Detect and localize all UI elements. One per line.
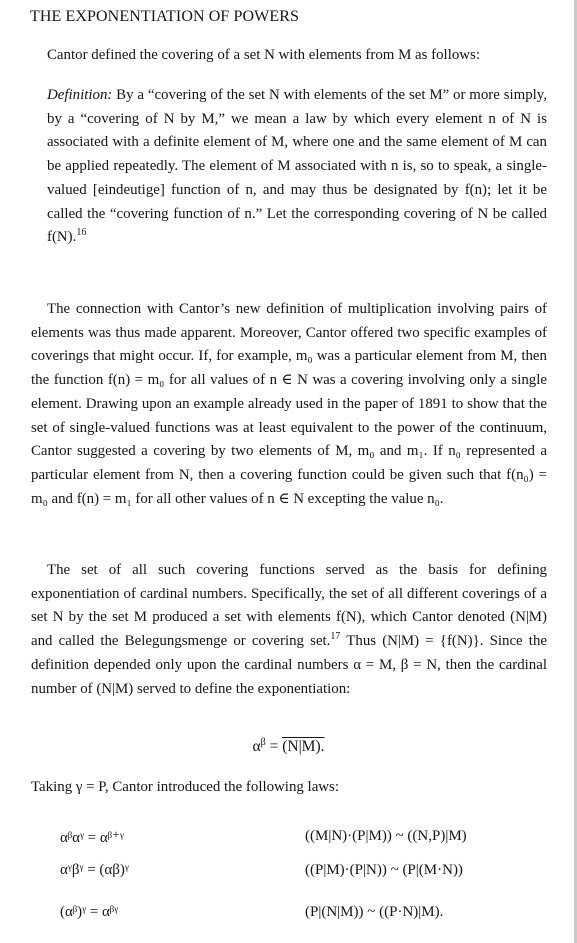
definition-label: Definition: (47, 87, 113, 103)
intro-paragraph: Cantor defined the covering of a set N with elements from M as follows: (47, 47, 480, 63)
footnote-16: 16 (76, 227, 87, 239)
law-2-proof: ((P|M)·(P|N)) ~ (P|(M·N)) (305, 862, 463, 878)
equation-base: α (252, 738, 261, 755)
law-3-proof: (P|(N|M)) ~ ((P·N)|M). (305, 904, 444, 920)
equation-exponent: β (260, 736, 266, 748)
covering-set-text: The set of all such covering functions served as the basis for defining exponentiation of cardinal numbers. Specifically, the set of all different coverings of a set N by the set M produced a set with elements f(N), which Cantor denoted (N|M) and called the Belegungsmenge or covering set. (31, 562, 547, 650)
footnote-17: 17 (330, 631, 341, 643)
connection-paragraph: The connection with Cantor’s new definition of multiplication involving pairs of elements was thus made apparent. Moreover, Cantor offered two specific examples of coverings that might occur. If, for example, m₀ was a particular element from M, then the function f(n) = m₀ for all values of n ∈ N was a covering involving only a single element. Drawing upon an example already used in the paper of 1891 to show that the set of single-valued functions was at least equivalent to the power of the continuum, Cantor suggested a covering by two elements of M, m₀ and m₁. If n₀ represented a particular element from N, then a covering function could be given such that f(n₀) = m₀ and f(n) = m₁ for all other values of n ∈ N excepting the value n₀. (31, 301, 547, 507)
laws-intro: Taking γ = P, Cantor introduced the following laws: (31, 779, 339, 795)
law-1-proof: ((M|N)·(P|M)) ~ ((N,P)|M) (305, 828, 467, 844)
section-title: THE EXPONENTIATION OF POWERS (30, 8, 300, 25)
law-2-formula: αᵞβᵞ = (αβ)ᵞ (60, 862, 129, 878)
definition-body: By a “covering of the set N with elements of the set M” or more simply, by a “covering of N by M,” we mean a law by which every element n of N is associated with a definite element of M, where one and the same element of M can be applied repeatedly. The element of M associated with n is, so to speak, a single-valued [eindeutige] function of n, and may thus be designated by f(n); let it be called the “covering function of n.” Let the corresponding covering of N be called f(N). (47, 87, 547, 246)
page-header (30, 8, 299, 26)
equation-rhs: (N|M). (282, 738, 325, 755)
covering-set-paragraph (31, 559, 547, 701)
law-3-formula: (αᵝ)ᵞ = αᵝᵞ (60, 904, 119, 920)
definition-paragraph (47, 84, 547, 250)
law-1-formula: αᵝαᵞ = αᵝ⁺ᵞ (60, 830, 124, 846)
exponentiation-equation: $\alpha^\beta = (N|M)$. (252, 736, 325, 755)
covering-set-text-tail: Thus (N|M) = {f(N)}. Since the definition depended only upon the cardinal numbers α = M, β = N, then the cardinal number of (N|M) served to define the exponentiation: (31, 633, 547, 697)
